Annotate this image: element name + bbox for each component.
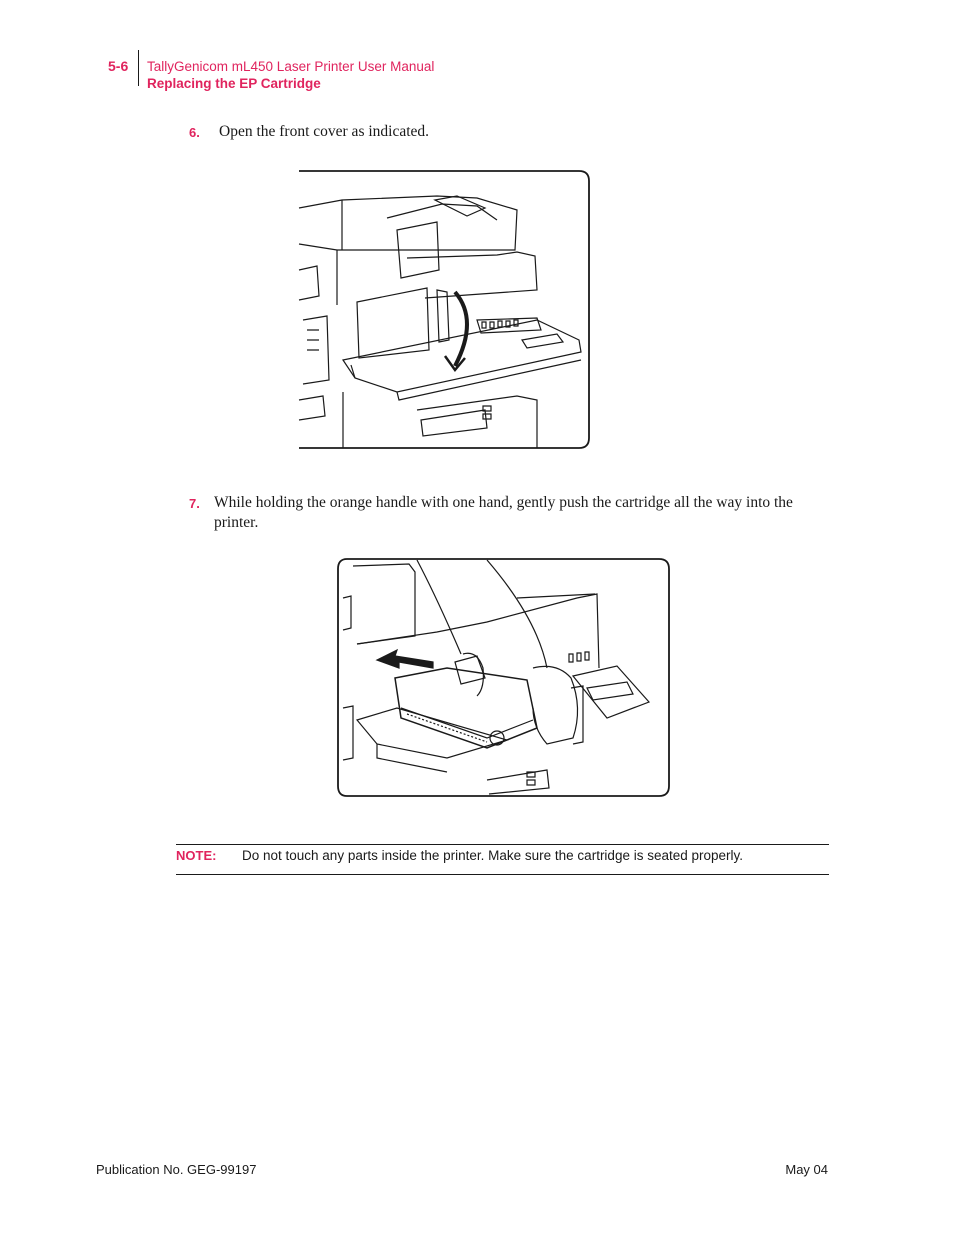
step-6-number: 6. [189,125,200,140]
note-top-rule [176,844,829,845]
manual-title: TallyGenicom mL450 Laser Printer User Manual [147,59,435,74]
figure-insert-cartridge [337,558,671,797]
step-7-text-line2: printer. [214,514,259,531]
header-divider [138,50,139,86]
step-6-text: Open the front cover as indicated. [219,123,430,140]
step-7-text-line1: While holding the orange handle with one hand, gently push the cartridge all the way into the [214,494,793,511]
note-bottom-rule [176,874,829,875]
step-7-number: 7. [189,496,200,511]
section-title: Replacing the EP Cartridge [147,76,321,91]
page-number: 5-6 [108,58,129,74]
figure-open-front-cover [297,170,590,449]
footer-publication: Publication No. GEG-99197 [96,1162,257,1177]
note-label: NOTE: [176,848,217,863]
footer-date: May 04 [785,1162,828,1177]
note-text: Do not touch any parts inside the printer. Make sure the cartridge is seated properly. [242,848,744,863]
